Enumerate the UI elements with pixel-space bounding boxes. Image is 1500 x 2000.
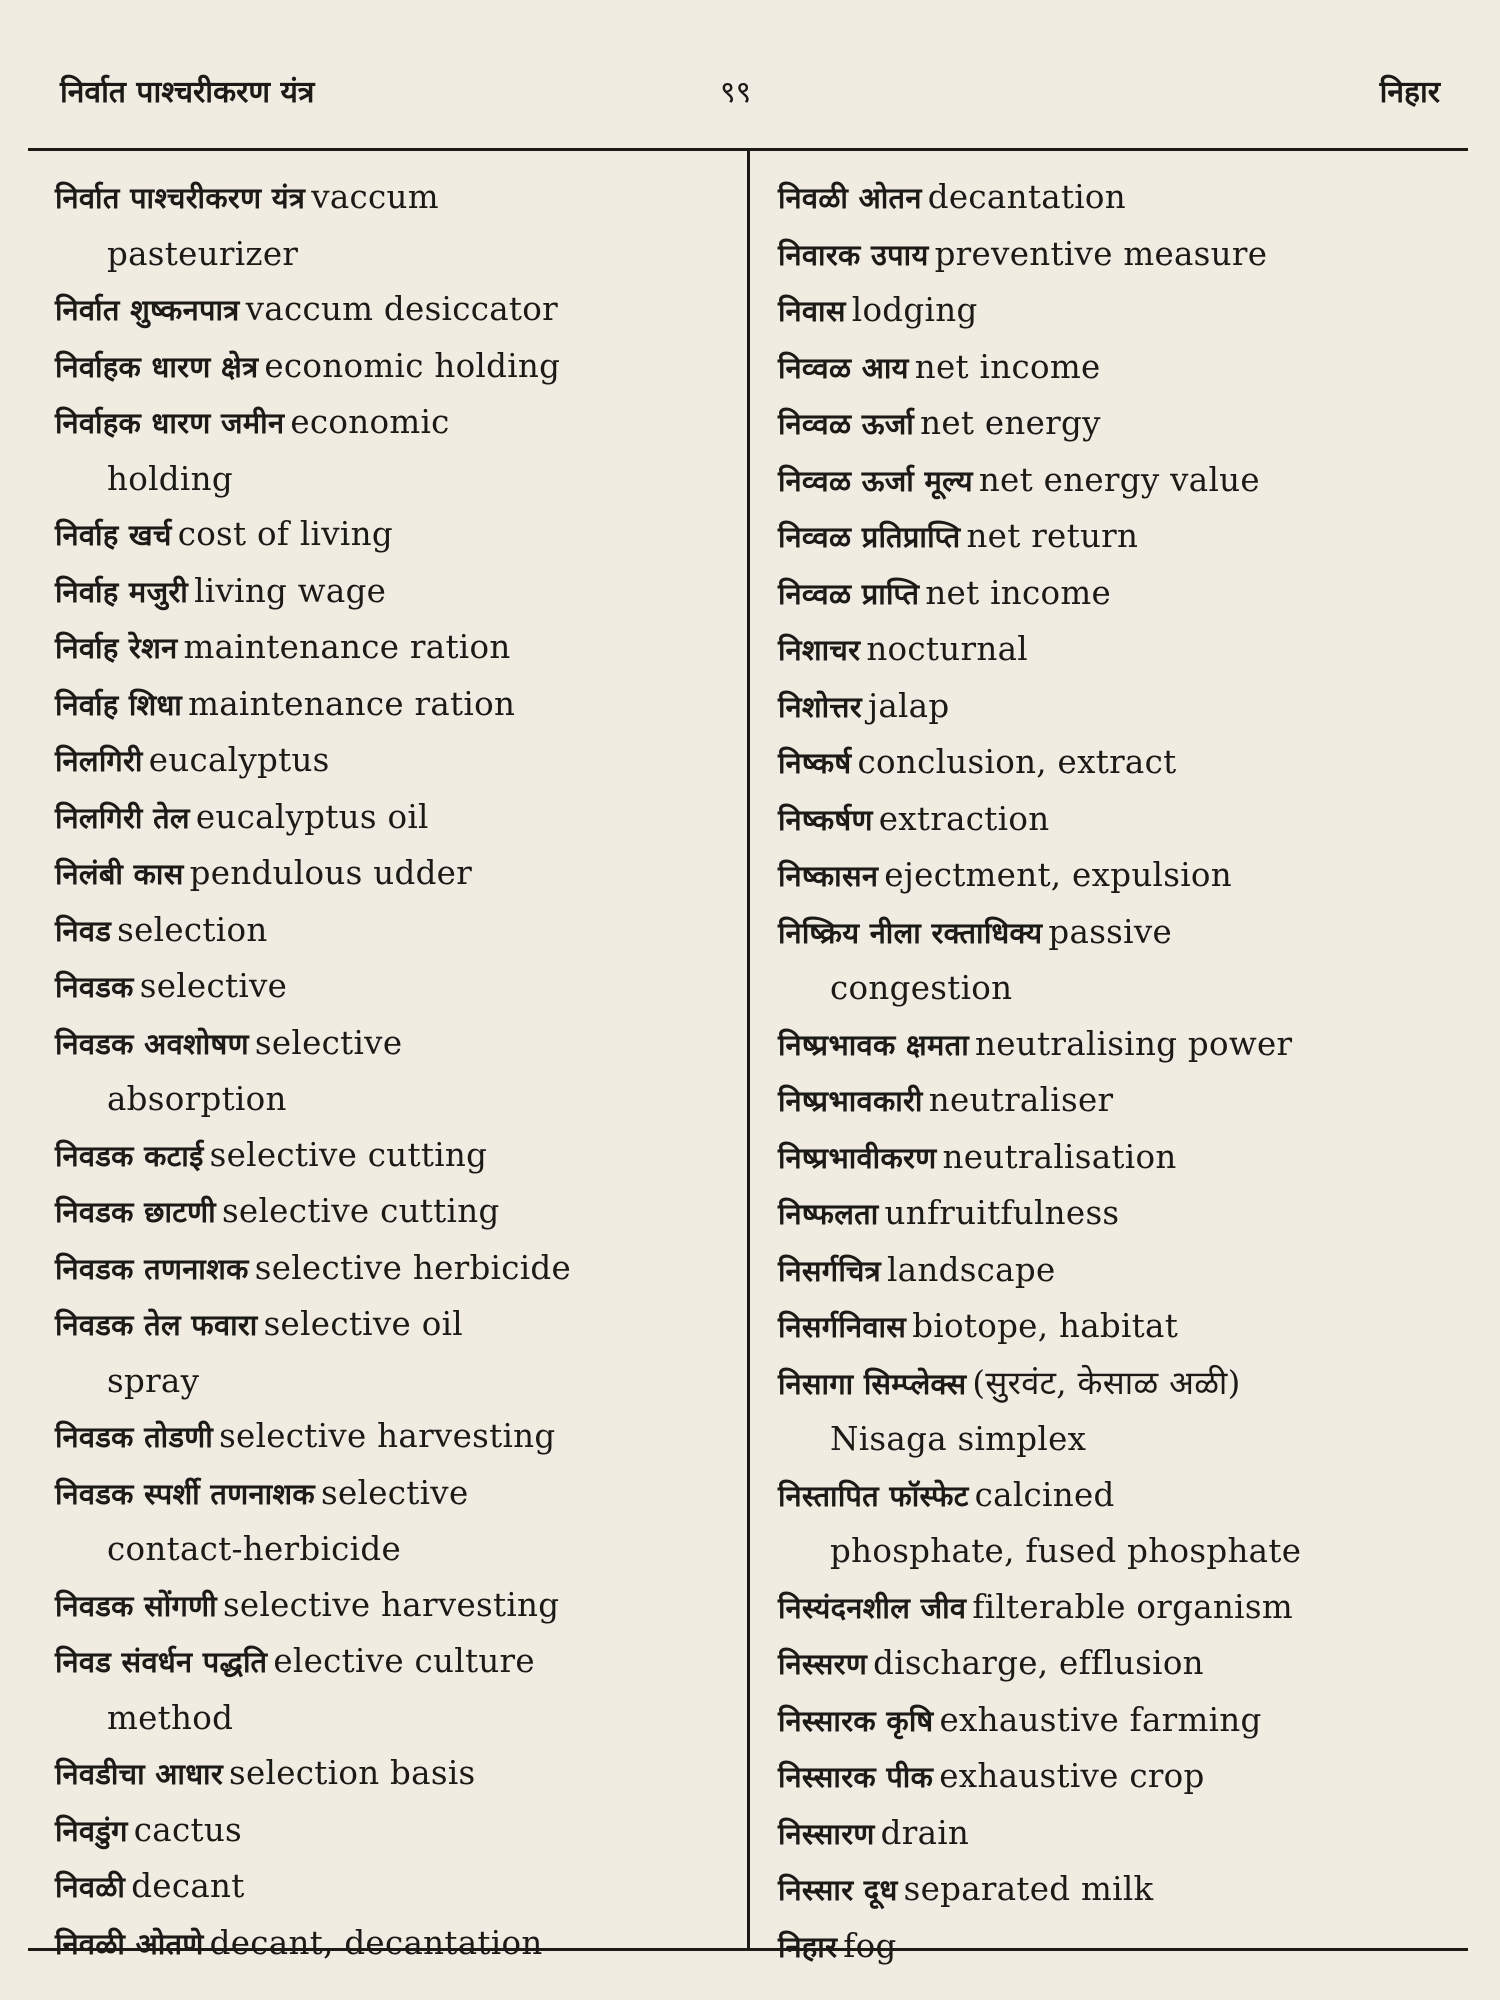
entry-headword: निर्वात शुष्कनपात्र	[55, 293, 240, 327]
entry-definition: selection basis	[229, 1754, 476, 1792]
dictionary-entry	[55, 733, 735, 790]
entry-definition: biotope, habitat	[912, 1307, 1179, 1345]
dictionary-entry	[778, 170, 1468, 227]
page-number: ९९	[720, 75, 752, 110]
entry-definition: selective cutting	[209, 1135, 488, 1174]
dictionary-entry	[55, 1803, 735, 1860]
entry-headword: निसर्गचित्र	[778, 1253, 881, 1288]
entry-headword: निवडक तणनाशक	[55, 1251, 249, 1286]
entry-headword: निसर्गनिवास	[778, 1310, 907, 1344]
entry-definition: net income	[914, 347, 1101, 386]
dictionary-entry-continuation	[55, 452, 735, 508]
dictionary-entry	[55, 1241, 735, 1298]
entry-headword: निशाचर	[778, 633, 861, 667]
entry-definition: fog	[843, 1926, 897, 1965]
entry-definition: net energy value	[978, 460, 1260, 499]
dictionary-entry	[778, 340, 1468, 397]
entry-headword: निव्वळ प्राप्ति	[778, 576, 920, 611]
entry-definition: ejectment, expulsion	[884, 856, 1233, 894]
dictionary-entry	[778, 622, 1468, 679]
entry-definition: eucalyptus oil	[195, 797, 429, 836]
entry-headword: निवडक अवशोषण	[55, 1026, 249, 1061]
entry-headword: निवडुंग	[55, 1813, 128, 1848]
entry-headword: निव्वळ आय	[778, 350, 909, 385]
header-left-guideword: निर्वात पाश्चरीकरण यंत्र	[60, 75, 315, 110]
dictionary-entry	[55, 1746, 735, 1803]
entry-definition: selective herbicide	[254, 1248, 572, 1287]
entry-definition: drain	[880, 1813, 970, 1852]
entry-headword: निवडक छाटणी	[55, 1195, 216, 1229]
entry-headword: निर्वाह रेशन	[55, 631, 178, 665]
entry-definition: extraction	[878, 799, 1050, 838]
dictionary-entry	[778, 1186, 1468, 1243]
entry-headword: निवळी ओतन	[778, 181, 922, 215]
entry-definition: decant	[131, 1867, 245, 1905]
entry-definition: selective oil	[263, 1305, 463, 1343]
entry-headword: निस्सार दूध	[778, 1873, 898, 1907]
dictionary-entry	[778, 1806, 1468, 1863]
dictionary-entry	[778, 566, 1468, 623]
dictionary-entry-continuation	[55, 1691, 735, 1747]
entry-definition: nocturnal	[866, 630, 1028, 668]
entry-definition: selective	[321, 1473, 469, 1512]
entry-definition: pendulous udder	[189, 854, 473, 892]
entry-headword: निष्प्रभावीकरण	[778, 1140, 937, 1175]
entry-definition: vaccum	[311, 178, 439, 216]
dictionary-entry	[55, 1466, 735, 1523]
dictionary-entry	[55, 620, 735, 677]
entry-headword: निलगिरी तेल	[55, 800, 190, 835]
entry-definition: discharge, efflusion	[873, 1644, 1204, 1682]
entry-headword: निवड संवर्धन पद्धति	[55, 1645, 268, 1679]
dictionary-entry-continuation	[55, 1354, 735, 1410]
dictionary-entry	[778, 1693, 1468, 1750]
dictionary-entry-continuation	[55, 1072, 735, 1128]
entry-headword: निष्कर्ष	[778, 746, 852, 780]
entry-definition: living wage	[194, 571, 387, 610]
entry-definition: selective	[254, 1023, 403, 1062]
entry-headword: निस्सारक पीक	[778, 1760, 934, 1794]
entry-headword: निवडक तेल फवारा	[55, 1308, 258, 1342]
dictionary-entry	[778, 1299, 1468, 1356]
entry-headword: निव्वळ प्रतिप्राप्ति	[778, 520, 961, 554]
dictionary-entry	[55, 507, 735, 564]
dictionary-entry	[55, 1016, 735, 1073]
entry-definition: neutralising power	[975, 1024, 1293, 1063]
entry-definition: separated milk	[903, 1870, 1154, 1908]
entry-headword: निस्सरण	[778, 1647, 868, 1681]
entry-headword: निहार	[778, 1929, 838, 1964]
entry-headword: निस्सारक कृषि	[778, 1703, 934, 1738]
page-header	[0, 70, 1500, 130]
entry-definition: filterable organism	[972, 1587, 1293, 1626]
dictionary-entry	[55, 1634, 735, 1691]
entry-headword: निर्वाह शिधा	[55, 687, 183, 722]
dictionary-entry	[55, 170, 735, 227]
dictionary-entry	[778, 735, 1468, 792]
entry-definition: Nisaga simplex	[830, 1420, 1087, 1458]
entry-definition: cost of living	[177, 515, 393, 553]
entry-headword: निवडीचा आधार	[55, 1757, 224, 1791]
dictionary-entry	[778, 1862, 1468, 1919]
entry-headword: निव्वळ ऊर्जा	[778, 407, 915, 441]
entry-definition: net return	[966, 517, 1139, 555]
dictionary-entry	[55, 1859, 735, 1916]
entry-definition: landscape	[886, 1250, 1056, 1289]
entry-definition: unfruitfulness	[884, 1194, 1120, 1232]
entry-headword: निवास	[778, 294, 846, 328]
dictionary-entry	[778, 848, 1468, 905]
dictionary-entry	[778, 1580, 1468, 1637]
entry-definition: selective cutting	[221, 1192, 500, 1230]
entry-definition: holding	[107, 459, 233, 498]
left-column	[55, 170, 735, 1972]
dictionary-entry	[55, 1916, 735, 1973]
entry-definition: decantation	[927, 178, 1127, 216]
entry-definition: selective	[139, 967, 288, 1005]
dictionary-entry	[778, 396, 1468, 453]
dictionary-entry	[55, 564, 735, 621]
dictionary-entry	[778, 792, 1468, 849]
entry-headword: निवडक सोंगणी	[55, 1588, 217, 1623]
entry-headword: निवारक उपाय	[778, 237, 929, 272]
entry-headword: निलगिरी	[55, 744, 143, 778]
dictionary-entry	[778, 1749, 1468, 1806]
entry-headword: निष्कर्षण	[778, 802, 873, 837]
entry-definition: decant, decantation	[209, 1923, 543, 1962]
dictionary-entry	[55, 1297, 735, 1354]
entry-definition: neutralisation	[942, 1137, 1177, 1176]
entry-definition: calcined	[974, 1475, 1115, 1514]
dictionary-entry	[55, 903, 735, 960]
dictionary-entry-continuation	[55, 1522, 735, 1578]
entry-definition: jalap	[867, 686, 950, 725]
entry-headword: निष्कासन	[778, 859, 879, 893]
entry-definition: exhaustive farming	[939, 1700, 1262, 1739]
dictionary-entry-continuation	[778, 961, 1468, 1017]
entry-definition: absorption	[107, 1080, 287, 1118]
dictionary-entry	[778, 1017, 1468, 1074]
dictionary-entry-continuation	[55, 227, 735, 283]
dictionary-entry	[778, 509, 1468, 566]
header-right-guideword: निहार	[1379, 75, 1440, 110]
dictionary-entry	[778, 1636, 1468, 1693]
entry-headword: निवडक कटाई	[55, 1138, 204, 1173]
entry-headword: निवडक	[55, 970, 134, 1004]
entry-headword: निस्तापित फॉस्फेट	[778, 1478, 969, 1513]
dictionary-entry	[778, 453, 1468, 510]
entry-headword: निवळी ओतणे	[55, 1926, 204, 1961]
entry-definition: selection	[117, 910, 268, 949]
entry-definition: spray	[107, 1361, 200, 1400]
entry-definition: selective harvesting	[219, 1417, 556, 1455]
entry-definition: method	[107, 1698, 234, 1737]
entry-headword: निष्प्रभावक क्षमता	[778, 1027, 970, 1062]
dictionary-entry	[55, 959, 735, 1016]
dictionary-entry	[55, 790, 735, 847]
entry-headword: निवडक स्पर्शी तणनाशक	[55, 1476, 315, 1511]
entry-definition: contact-herbicide	[107, 1530, 402, 1568]
entry-definition: pasteurizer	[107, 234, 299, 273]
dictionary-entry-continuation	[778, 1524, 1468, 1580]
entry-headword: निस्यंदनशील जीव	[778, 1590, 967, 1625]
entry-headword: निर्वाह मजुरी	[55, 574, 189, 609]
dictionary-entry	[55, 282, 735, 339]
entry-headword: निर्वाहक धारण जमीन	[55, 406, 285, 440]
entry-headword: निस्सारण	[778, 1816, 875, 1851]
entry-definition: congestion	[830, 969, 1013, 1007]
dictionary-entry	[778, 905, 1468, 962]
entry-headword: निवडक तोडणी	[55, 1420, 214, 1454]
entry-definition: eucalyptus	[148, 741, 330, 779]
dictionary-entry	[55, 846, 735, 903]
entry-definition: conclusion, extract	[857, 743, 1177, 781]
entry-definition: net income	[925, 573, 1112, 612]
right-column	[778, 170, 1468, 1975]
entry-headword: निष्क्रिय नीला रक्ताधिक्य	[778, 915, 1043, 950]
dictionary-entry	[55, 339, 735, 396]
dictionary-entry	[55, 1409, 735, 1466]
entry-headword: निवळी	[55, 1870, 126, 1904]
dictionary-entry	[778, 679, 1468, 736]
entry-definition: neutraliser	[928, 1081, 1114, 1119]
dictionary-entry	[778, 227, 1468, 284]
entry-headword: निसागा सिम्प्लेक्स	[778, 1366, 967, 1401]
entry-definition: economic holding	[264, 346, 561, 385]
entry-definition: net energy	[920, 404, 1101, 442]
entry-headword: निर्वात पाश्चरीकरण यंत्र	[55, 181, 306, 215]
entry-definition: phosphate, fused phosphate	[830, 1532, 1302, 1570]
dictionary-entry	[55, 1184, 735, 1241]
dictionary-entry	[778, 1243, 1468, 1300]
entry-definition: maintenance ration	[188, 684, 516, 723]
dictionary-entry	[778, 1073, 1468, 1130]
dictionary-entry-continuation	[778, 1412, 1468, 1468]
entry-definition: maintenance ration	[183, 628, 511, 666]
column-divider	[747, 148, 750, 1948]
entry-definition: passive	[1048, 912, 1173, 951]
dictionary-entry	[55, 395, 735, 452]
dictionary-entry	[55, 1578, 735, 1635]
entry-definition: economic	[290, 403, 450, 441]
entry-headword: निशोत्तर	[778, 689, 862, 724]
entry-headword: निर्वाह खर्च	[55, 518, 172, 552]
entry-definition: exhaustive crop	[939, 1757, 1205, 1795]
entry-definition: vaccum desiccator	[245, 290, 558, 328]
dictionary-entry	[55, 1128, 735, 1185]
dictionary-entry	[778, 1919, 1468, 1976]
entry-definition: selective harvesting	[222, 1585, 560, 1624]
entry-definition: elective culture	[273, 1642, 535, 1680]
entry-definition: lodging	[851, 291, 978, 329]
dictionary-entry	[778, 1130, 1468, 1187]
entry-headword: निव्वळ ऊर्जा मूल्य	[778, 463, 973, 498]
entry-definition: preventive measure	[934, 234, 1268, 273]
entry-headword: निलंबी कास	[55, 857, 184, 891]
dictionary-entry	[778, 1356, 1468, 1413]
dictionary-entry	[778, 283, 1468, 340]
dictionary-entry	[778, 1468, 1468, 1525]
entry-headword: निष्फलता	[778, 1197, 879, 1231]
dictionary-entry	[55, 677, 735, 734]
entry-definition: cactus	[133, 1810, 243, 1849]
entry-headword: निष्प्रभावकारी	[778, 1084, 923, 1118]
entry-definition: (सुरवंट, केसाळ अळी)	[972, 1363, 1241, 1402]
entry-headword: निवड	[55, 913, 112, 948]
entry-headword: निर्वाहक धारण क्षेत्र	[55, 349, 259, 384]
